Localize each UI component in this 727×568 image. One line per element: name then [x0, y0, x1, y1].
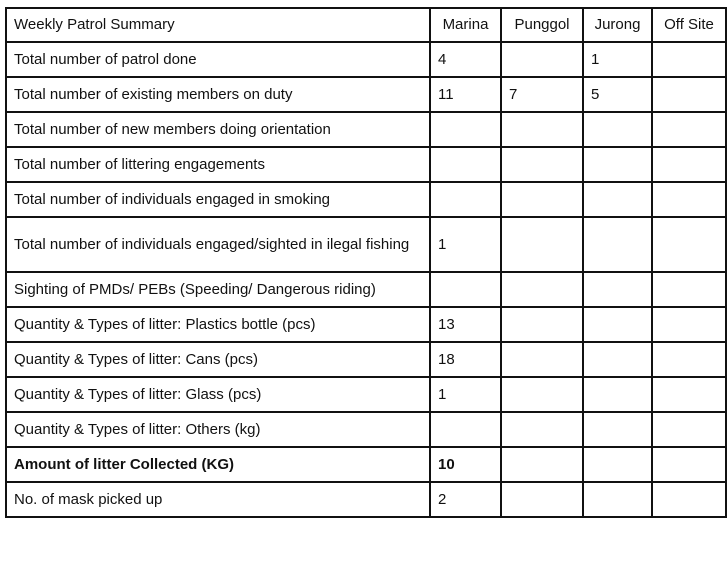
row-label: Total number of existing members on duty: [6, 77, 430, 112]
cell-jurong: [583, 447, 652, 482]
cell-off-site: [652, 307, 726, 342]
cell-punggol: [501, 112, 583, 147]
cell-jurong: [583, 217, 652, 272]
cell-marina: 11: [430, 77, 501, 112]
cell-off-site: [652, 77, 726, 112]
table-row: [6, 182, 726, 217]
row-label: Total number of patrol done: [6, 42, 430, 77]
table-row: [6, 307, 726, 342]
cell-punggol: [501, 482, 583, 517]
cell-jurong: [583, 482, 652, 517]
row-label: Total number of new members doing orientation: [6, 112, 430, 147]
table-row: [6, 42, 726, 77]
cell-off-site: [652, 342, 726, 377]
cell-off-site: [652, 112, 726, 147]
cell-marina: [430, 147, 501, 182]
cell-marina: [430, 112, 501, 147]
cell-jurong: [583, 272, 652, 307]
cell-marina: 1: [430, 377, 501, 412]
cell-off-site: [652, 447, 726, 482]
cell-punggol: [501, 307, 583, 342]
row-label: Quantity & Types of litter: Plastics bottle (pcs): [6, 307, 430, 342]
table-title: Weekly Patrol Summary: [6, 8, 430, 42]
row-label: Total number of littering engagements: [6, 147, 430, 182]
cell-punggol: [501, 412, 583, 447]
column-header-punggol: Punggol: [501, 8, 583, 42]
row-label: Amount of litter Collected (KG): [6, 447, 430, 482]
cell-off-site: [652, 412, 726, 447]
cell-marina: [430, 182, 501, 217]
table-row: [6, 147, 726, 182]
cell-jurong: [583, 377, 652, 412]
cell-punggol: 7: [501, 77, 583, 112]
cell-marina: 1: [430, 217, 501, 272]
table-row: [6, 342, 726, 377]
cell-marina: 4: [430, 42, 501, 77]
cell-off-site: [652, 42, 726, 77]
cell-jurong: [583, 182, 652, 217]
cell-punggol: [501, 217, 583, 272]
row-label: Quantity & Types of litter: Glass (pcs): [6, 377, 430, 412]
cell-jurong: 1: [583, 42, 652, 77]
table-row: [6, 482, 726, 517]
row-label: No. of mask picked up: [6, 482, 430, 517]
table-row: [6, 272, 726, 307]
cell-off-site: [652, 182, 726, 217]
cell-off-site: [652, 147, 726, 182]
row-label: Total number of individuals engaged/sighted in ilegal fishing: [6, 217, 430, 272]
cell-marina: 2: [430, 482, 501, 517]
cell-jurong: [583, 307, 652, 342]
cell-marina: 18: [430, 342, 501, 377]
cell-jurong: [583, 412, 652, 447]
column-header-off-site: Off Site: [652, 8, 726, 42]
cell-off-site: [652, 217, 726, 272]
table-row: [6, 377, 726, 412]
cell-marina: 10: [430, 447, 501, 482]
cell-off-site: [652, 482, 726, 517]
cell-punggol: [501, 147, 583, 182]
cell-jurong: [583, 342, 652, 377]
cell-marina: [430, 412, 501, 447]
table-row: [6, 447, 726, 482]
cell-marina: 13: [430, 307, 501, 342]
table-row: [6, 412, 726, 447]
cell-punggol: [501, 182, 583, 217]
cell-off-site: [652, 377, 726, 412]
row-label: Quantity & Types of litter: Others (kg): [6, 412, 430, 447]
table-row: [6, 77, 726, 112]
patrol-summary-table: [5, 7, 727, 518]
column-header-marina: Marina: [430, 8, 501, 42]
table-row: [6, 217, 726, 272]
cell-jurong: [583, 112, 652, 147]
cell-punggol: [501, 272, 583, 307]
cell-off-site: [652, 272, 726, 307]
cell-marina: [430, 272, 501, 307]
cell-jurong: 5: [583, 77, 652, 112]
row-label: Total number of individuals engaged in smoking: [6, 182, 430, 217]
row-label: Sighting of PMDs/ PEBs (Speeding/ Dangerous riding): [6, 272, 430, 307]
header-row: [6, 8, 726, 42]
cell-punggol: [501, 447, 583, 482]
column-header-jurong: Jurong: [583, 8, 652, 42]
table-row: [6, 112, 726, 147]
cell-punggol: [501, 377, 583, 412]
cell-punggol: [501, 42, 583, 77]
cell-punggol: [501, 342, 583, 377]
row-label: Quantity & Types of litter: Cans (pcs): [6, 342, 430, 377]
cell-jurong: [583, 147, 652, 182]
